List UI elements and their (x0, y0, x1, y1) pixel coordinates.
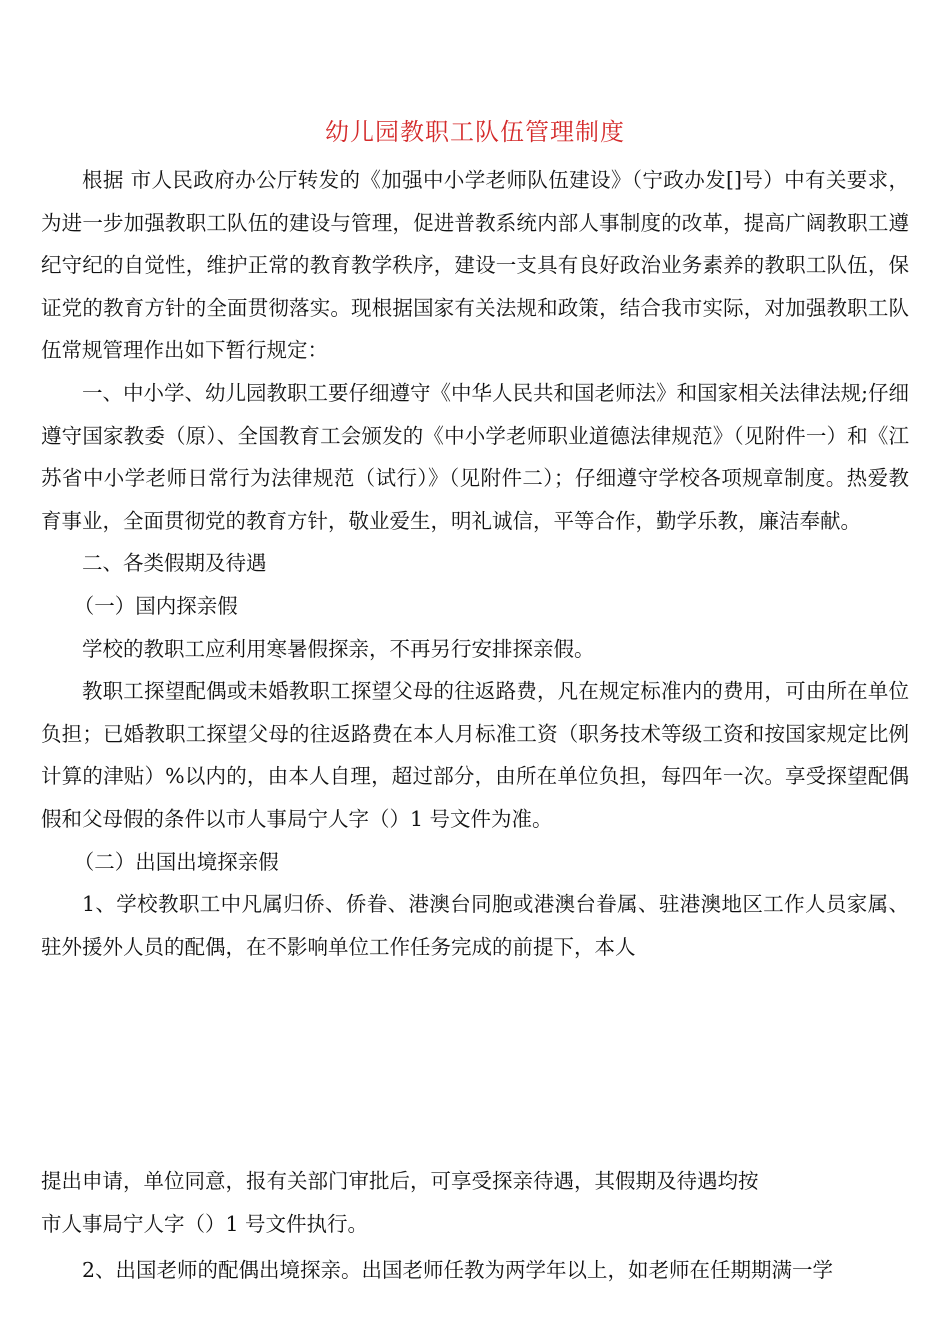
paragraph-domestic-leave-1: 学校的教职工应利用寒暑假探亲，不再另行安排探亲假。 (82, 636, 595, 661)
paragraph-section-1: 一、中小学、幼儿园教职工要仔细遵守《中华人民共和国老师法》和国家相关法律法规;仔细遵守国家教委（原）、全国教育工会颁发的《中小学老师职业道德法律规范》（见附件一）和《江苏省中小学老师日常行为法律规范（试行）》（见附件二）；仔细遵守学校各项规章制度。热爱教育事业，全面贯彻党的教育方针，敬业爱生，明礼诚信，平等合作，勤学乐教，廉洁奉献。 (41, 380, 909, 533)
continuation-line-1: 提出申请，单位同意，报有关部门审批后，可享受探亲待遇，其假期及待遇均按 (41, 1169, 759, 1193)
paragraph-overseas-leave-1: 1、学校教职工中凡属归侨、侨眷、港澳台同胞或港澳台眷属、驻港澳地区工作人员家属、驻外援外人员的配偶，在不影响单位工作任务完成的前提下，本人 (41, 892, 909, 959)
subheading-domestic-leave: （一）国内探亲假 (73, 593, 238, 618)
paragraph-overseas-leave-2: 2、出国老师的配偶出境探亲。出国老师任教为两学年以上，如老师在任期期满一学 (82, 1258, 834, 1283)
paragraph-domestic-leave-2: 教职工探望配偶或未婚教职工探望父母的往返路费，凡在规定标准内的费用，可由所在单位负担；已婚教职工探望父母的往返路费在本人月标准工资（职务技术等级工资和按国家规定比例计算的津贴）%以内的，由本人自理，超过部分，由所在单位负担，每四年一次。享受探望配偶假和父母假的条件以市人事局宁人字（）1 号文件为准。 (41, 679, 909, 831)
document-continuation (41, 1160, 909, 1292)
document-body (41, 159, 909, 968)
section-heading-leave: 二、各类假期及待遇 (82, 551, 267, 576)
subheading-overseas-leave: （二）出国出境探亲假 (73, 849, 279, 874)
paragraph-intro: 根据 市人民政府办公厅转发的《加强中小学老师队伍建设》（宁政办发[]号）中有关要求，为进一步加强教职工队伍的建设与管理，促进普教系统内部人事制度的改革，提高广阔教职工遵纪守纪的自觉性，维护正常的教育教学秩序，建设一支具有良好政治业务素养的教职工队伍，保证党的教育方针的全面贯彻落实。现根据国家有关法规和政策，结合我市实际，对加强教职工队伍常规管理作出如下暂行规定： (41, 168, 909, 363)
continuation-line-2: 市人事局宁人字（）1 号文件执行。 (41, 1211, 369, 1236)
document-title: 幼儿园教职工队伍管理制度 (325, 118, 625, 146)
